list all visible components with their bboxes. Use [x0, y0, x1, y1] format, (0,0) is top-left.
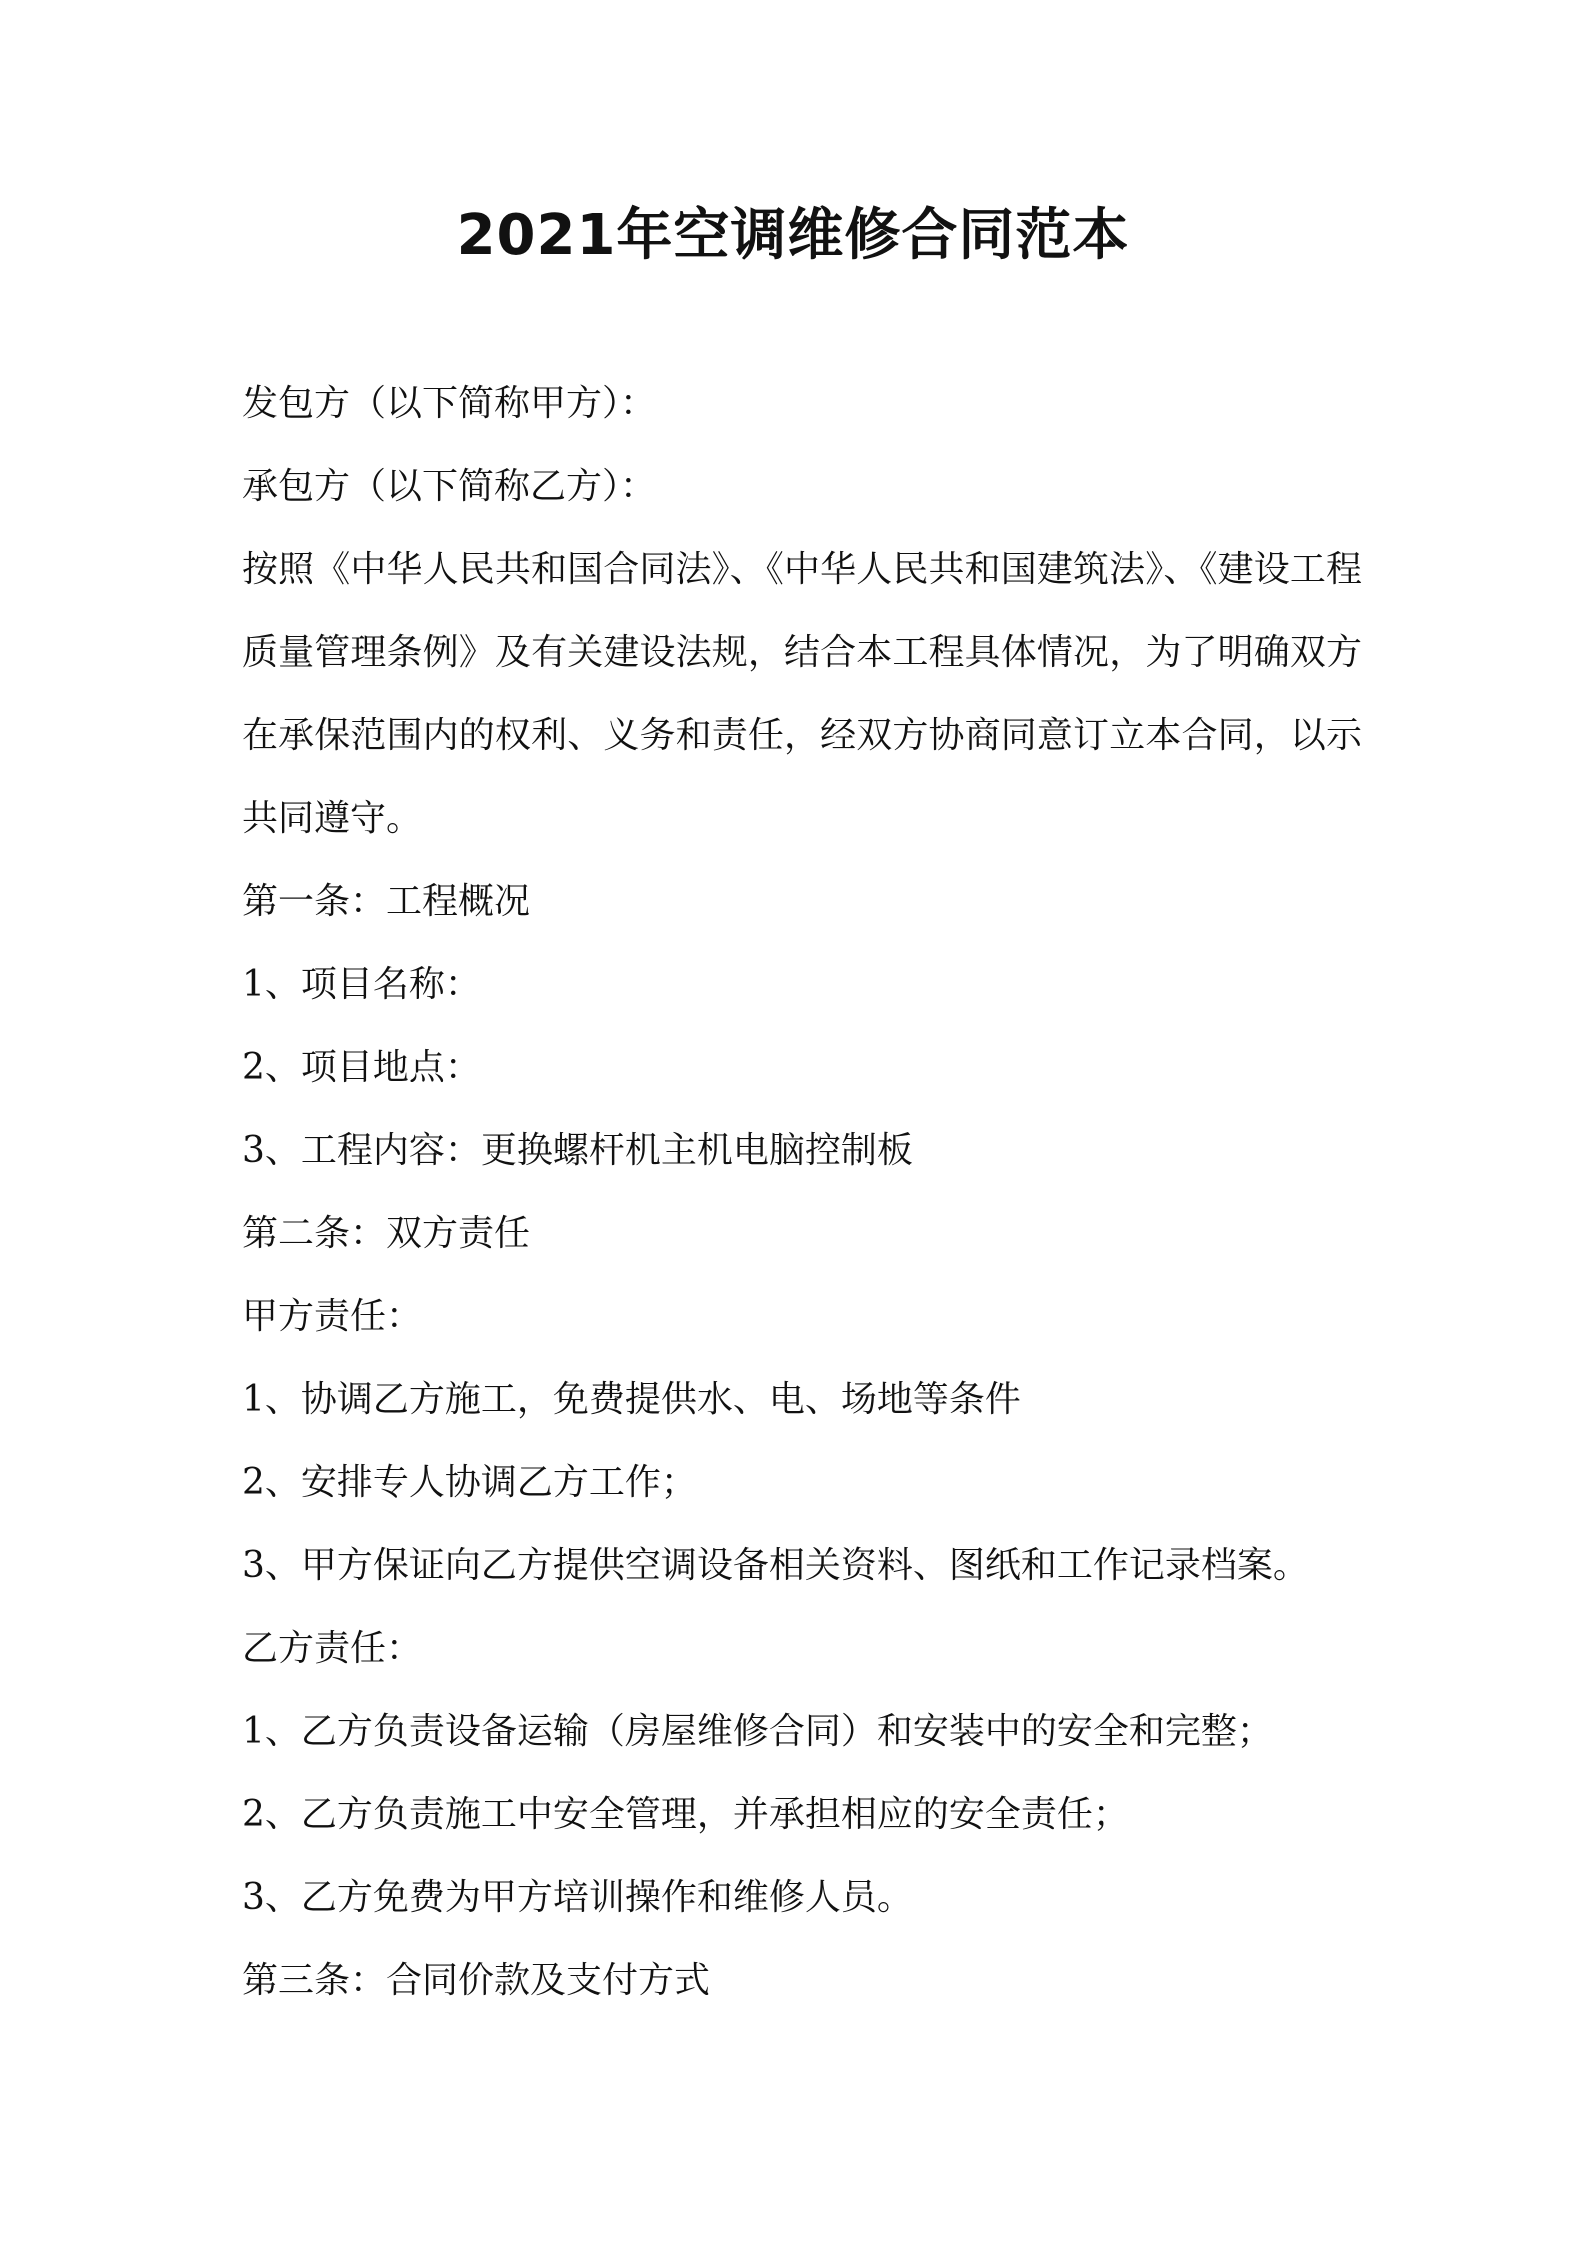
article-2-heading: 第二条：双方责任 [242, 1213, 531, 1254]
party-a-line: 发包方（以下简称甲方）： [242, 383, 657, 424]
party-b-duties-heading: 乙方责任： [242, 1628, 423, 1669]
article-1-heading: 第一条：工程概况 [242, 881, 531, 922]
party-b-duty-3: 3、乙方免费为甲方培训操作和维修人员。 [242, 1877, 913, 1918]
party-a-duty-3: 3、甲方保证向乙方提供空调设备相关资料、图纸和工作记录档案。 [242, 1545, 1309, 1586]
party-b-line: 承包方（以下简称乙方）： [242, 466, 657, 507]
project-name-line: 1、项目名称： [242, 964, 481, 1005]
party-a-duty-2: 2、安排专人协调乙方工作； [242, 1462, 697, 1503]
document-title: 2021年空调维修合同范本 [456, 203, 1130, 268]
party-a-duties-heading: 甲方责任： [242, 1296, 423, 1337]
document-body [242, 362, 1362, 2022]
preamble-paragraph: 按照《中华人民共和国合同法》、《中华人民共和国建筑法》、《建设工程质量管理条例》及有关建设法规，结合本工程具体情况，为了明确双方在承保范围内的权利、义务和责任，经双方协商同意订立本合同，以示共同遵守。 [242, 549, 1362, 839]
project-content-line: 3、工程内容：更换螺杆机主机电脑控制板 [242, 1130, 913, 1171]
party-a-duty-1: 1、协调乙方施工，免费提供水、电、场地等条件 [242, 1379, 1021, 1420]
project-location-line: 2、项目地点： [242, 1047, 481, 1088]
party-b-duty-1: 1、乙方负责设备运输（房屋维修合同）和安装中的安全和完整； [242, 1711, 1273, 1752]
article-3-heading: 第三条：合同价款及支付方式 [242, 1960, 711, 2001]
party-b-duty-2: 2、乙方负责施工中安全管理，并承担相应的安全责任； [242, 1794, 1129, 1835]
